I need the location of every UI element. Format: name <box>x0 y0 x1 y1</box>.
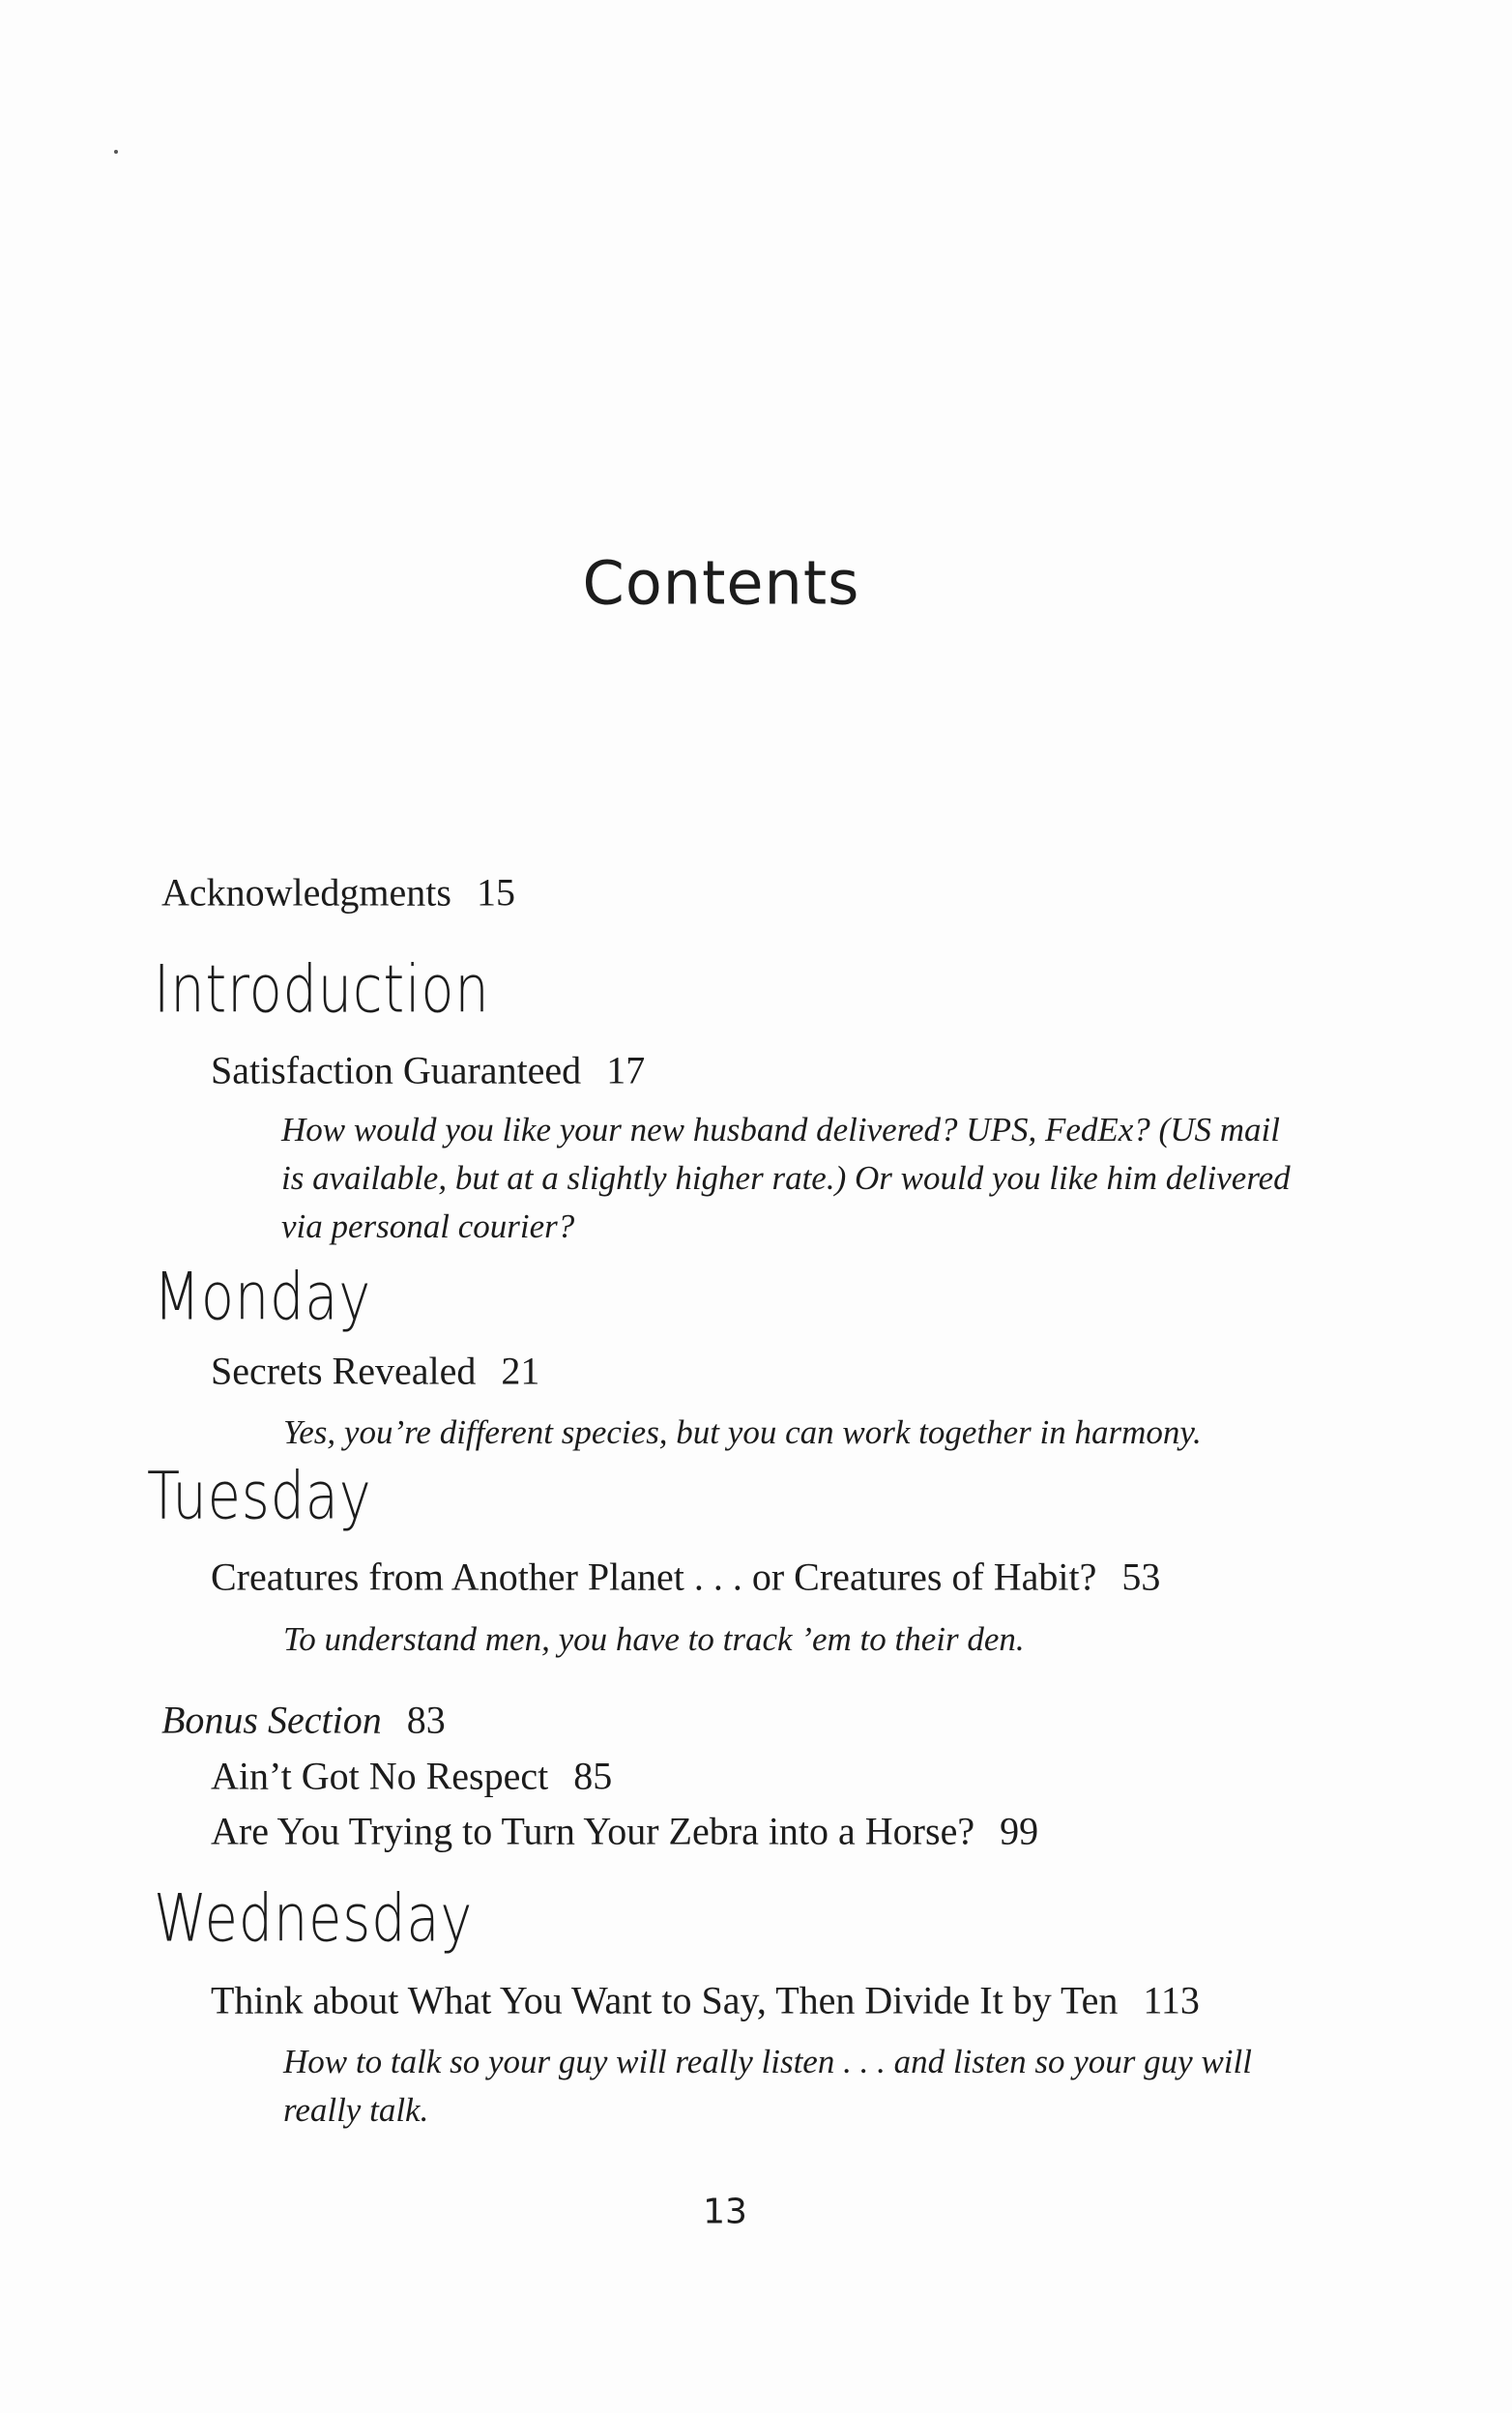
toc-entry-secrets: Secrets Revealed 21 <box>211 1349 540 1393</box>
entry-description: How to talk so your guy will really listen . . . and listen so your guy will really talk. <box>283 2043 1252 2129</box>
section-heading-tuesday: Tuesday <box>147 1458 372 1535</box>
page-number: 13 <box>703 2192 747 2232</box>
toc-entry-creatures: Creatures from Another Planet . . . or Creatures of Habit? 53 <box>211 1555 1161 1599</box>
speck <box>114 150 118 154</box>
section-heading-wednesday: Wednesday <box>154 1880 474 1958</box>
toc-entry-acknowledgments: Acknowledgments 15 <box>161 870 515 915</box>
toc-entry-respect: Ain’t Got No Respect 85 <box>211 1754 613 1798</box>
toc-entry-zebra: Are You Trying to Turn Your Zebra into a Horse? 99 <box>211 1809 1039 1853</box>
toc-entry-divide-by-ten: Think about What You Want to Say, Then Divide It by Ten 113 <box>211 1978 1200 2022</box>
section-heading-monday: Monday <box>154 1259 372 1336</box>
section-heading-introduction: Introduction <box>154 951 490 1029</box>
entry-description: How would you like your new husband delivered? UPS, FedEx? (US mail is available, but at a slightly higher rate.) Or would you like him delivered via personal courier? <box>281 1111 1291 1245</box>
entry-description: Yes, you’re different species, but you can work together in harmony. <box>283 1413 1202 1451</box>
page-title: Contents <box>582 547 860 619</box>
toc-entry-bonus-section: Bonus Section 83 <box>161 1698 446 1742</box>
entry-description: To understand men, you have to track ’em to their den. <box>283 1620 1025 1658</box>
toc-entry-satisfaction: Satisfaction Guaranteed 17 <box>211 1048 646 1092</box>
